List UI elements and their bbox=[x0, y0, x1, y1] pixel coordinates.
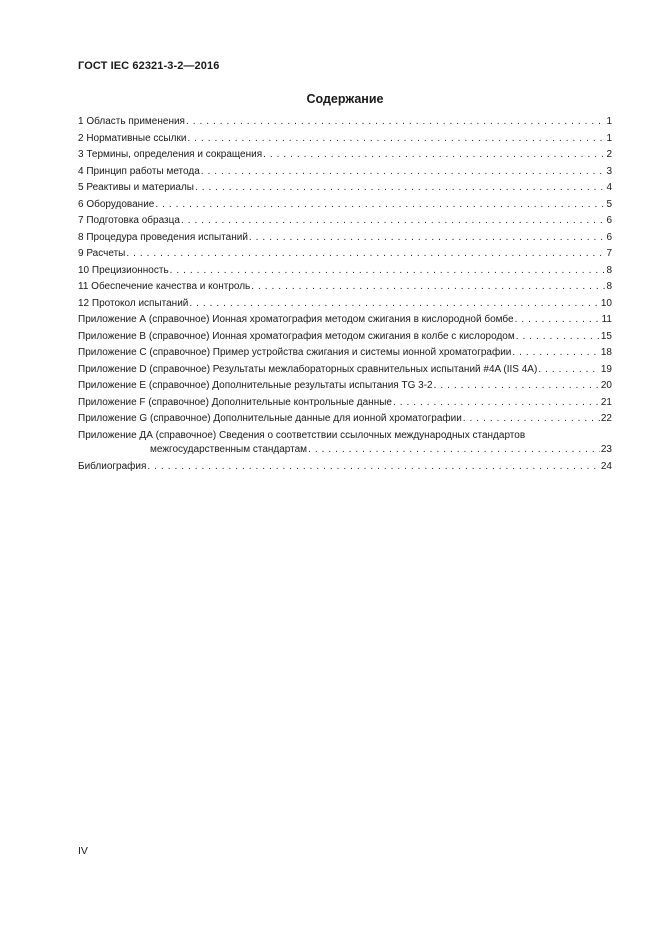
toc-entry[interactable] bbox=[78, 413, 612, 430]
toc-entry-page: 7 bbox=[606, 248, 612, 259]
toc-entry[interactable] bbox=[78, 314, 612, 331]
toc-entry[interactable] bbox=[78, 182, 612, 199]
toc-entry-label: Приложение В (справочное) Ионная хроматография методом сжигания в колбе с кислородом bbox=[78, 330, 515, 342]
toc-leader-dots bbox=[308, 444, 600, 456]
toc-entry-page: 4 bbox=[606, 182, 612, 193]
toc-leader-dots bbox=[538, 364, 600, 376]
toc-leader-dots bbox=[189, 298, 599, 310]
toc-entry[interactable] bbox=[78, 265, 612, 282]
toc-entry-label: Приложение D (справочное) Результаты межлабораторных сравнительных испытаний #4A (IIS 4A) bbox=[78, 363, 538, 375]
toc-leader-dots bbox=[249, 232, 606, 244]
toc-entry-page: 6 bbox=[606, 231, 612, 243]
toc-entry[interactable] bbox=[78, 281, 612, 298]
toc-leader-dots bbox=[463, 413, 600, 425]
toc-entry-page: 18 bbox=[600, 347, 612, 358]
table-of-contents bbox=[78, 116, 612, 477]
toc-entry-label: Библиография bbox=[78, 460, 147, 472]
toc-leader-dots bbox=[147, 461, 599, 473]
toc-entry-page: 8 bbox=[606, 264, 612, 276]
toc-entry-label: Приложение ДА (справочное) Сведения о соответствии ссылочных международных стандартов bbox=[78, 429, 526, 441]
toc-entry-annex-da[interactable] bbox=[78, 430, 612, 461]
toc-entry-label: 11 Обеспечение качества и контроль bbox=[78, 281, 251, 292]
toc-leader-dots bbox=[512, 347, 600, 359]
toc-leader-dots bbox=[201, 166, 606, 178]
toc-leader-dots bbox=[187, 133, 605, 145]
toc-entry-label: Приложение Е (справочное) Дополнительные результаты испытания TG 3-2 bbox=[78, 380, 433, 391]
toc-entry[interactable] bbox=[78, 232, 612, 249]
toc-leader-dots bbox=[170, 265, 606, 277]
toc-leader-dots bbox=[181, 215, 606, 227]
toc-entry-page: 10 bbox=[600, 297, 612, 309]
toc-entry-label: 4 Принцип работы метода bbox=[78, 165, 200, 177]
toc-entry[interactable] bbox=[78, 215, 612, 232]
toc-entry[interactable] bbox=[78, 331, 612, 348]
toc-entry-page: 23 bbox=[600, 443, 612, 455]
toc-entry-page: 11 bbox=[601, 314, 612, 325]
toc-entry[interactable] bbox=[78, 397, 612, 414]
toc-entry[interactable] bbox=[78, 364, 612, 381]
toc-entry-page: 1 bbox=[606, 116, 612, 127]
toc-entry-page: 15 bbox=[600, 330, 612, 342]
toc-leader-dots bbox=[186, 116, 605, 128]
toc-entry-page: 2 bbox=[606, 149, 612, 160]
toc-entry-page: 6 bbox=[606, 215, 612, 226]
toc-entry-label: 6 Оборудование bbox=[78, 198, 155, 210]
toc-entry-page: 20 bbox=[600, 380, 612, 391]
toc-entry-label: 3 Термины, определения и сокращения bbox=[78, 149, 263, 160]
toc-entry-label: 2 Нормативные ссылки bbox=[78, 132, 187, 144]
toc-entry[interactable] bbox=[78, 166, 612, 183]
toc-entry-page: 1 bbox=[606, 132, 612, 144]
toc-entry-label: 12 Протокол испытаний bbox=[78, 297, 189, 309]
toc-entry-label: Приложение F (справочное) Дополнительные контрольные данные bbox=[78, 396, 392, 408]
toc-entry[interactable] bbox=[78, 133, 612, 150]
toc-leader-dots bbox=[126, 248, 605, 260]
toc-leader-dots bbox=[251, 281, 605, 293]
toc-leader-dots bbox=[515, 314, 601, 326]
toc-entry[interactable] bbox=[78, 347, 612, 364]
toc-entry[interactable] bbox=[78, 199, 612, 216]
toc-entry-page: 19 bbox=[600, 363, 612, 375]
toc-entry-bibliography[interactable] bbox=[78, 461, 612, 478]
toc-entry-label: Приложение G (справочное) Дополнительные данные для ионной хроматографии bbox=[78, 413, 462, 424]
document-id-header: ГОСТ IEC 62321-3-2—2016 bbox=[78, 60, 220, 72]
toc-entry[interactable] bbox=[78, 149, 612, 166]
toc-leader-dots bbox=[263, 149, 605, 161]
toc-leader-dots bbox=[434, 380, 600, 392]
toc-leader-dots bbox=[155, 199, 605, 211]
toc-entry-label: Приложение А (справочное) Ионная хроматография методом сжигания в кислородной бомбе bbox=[78, 314, 514, 325]
toc-entry[interactable] bbox=[78, 380, 612, 397]
toc-entry[interactable] bbox=[78, 298, 612, 315]
toc-entry-page: 22 bbox=[600, 413, 612, 424]
toc-entry-label: 1 Область применения bbox=[78, 116, 185, 127]
toc-entry-label: 10 Прецизионность bbox=[78, 264, 169, 276]
toc-title: Содержание bbox=[306, 92, 384, 106]
toc-entry-label-continued: межгосударственным стандартам bbox=[150, 443, 308, 455]
toc-entry[interactable] bbox=[78, 116, 612, 133]
page-number: IV bbox=[78, 845, 88, 857]
toc-entry-page: 5 bbox=[606, 198, 612, 210]
toc-entry-page: 24 bbox=[600, 460, 612, 472]
toc-entry[interactable] bbox=[78, 248, 612, 265]
toc-entry-label: 5 Реактивы и материалы bbox=[78, 182, 194, 193]
toc-leader-dots bbox=[516, 331, 600, 343]
toc-entry-page: 21 bbox=[600, 396, 612, 408]
toc-entry-page: 8 bbox=[606, 281, 612, 292]
toc-entry-label: Приложение С (справочное) Пример устройства сжигания и системы ионной хроматографии bbox=[78, 347, 512, 358]
toc-entry-label: 9 Расчеты bbox=[78, 248, 126, 259]
toc-leader-dots bbox=[393, 397, 600, 409]
toc-entry-label: 7 Подготовка образца bbox=[78, 215, 180, 226]
toc-leader-dots bbox=[195, 182, 605, 194]
toc-entry-label: 8 Процедура проведения испытаний bbox=[78, 231, 248, 243]
toc-entry-page: 3 bbox=[606, 165, 612, 177]
